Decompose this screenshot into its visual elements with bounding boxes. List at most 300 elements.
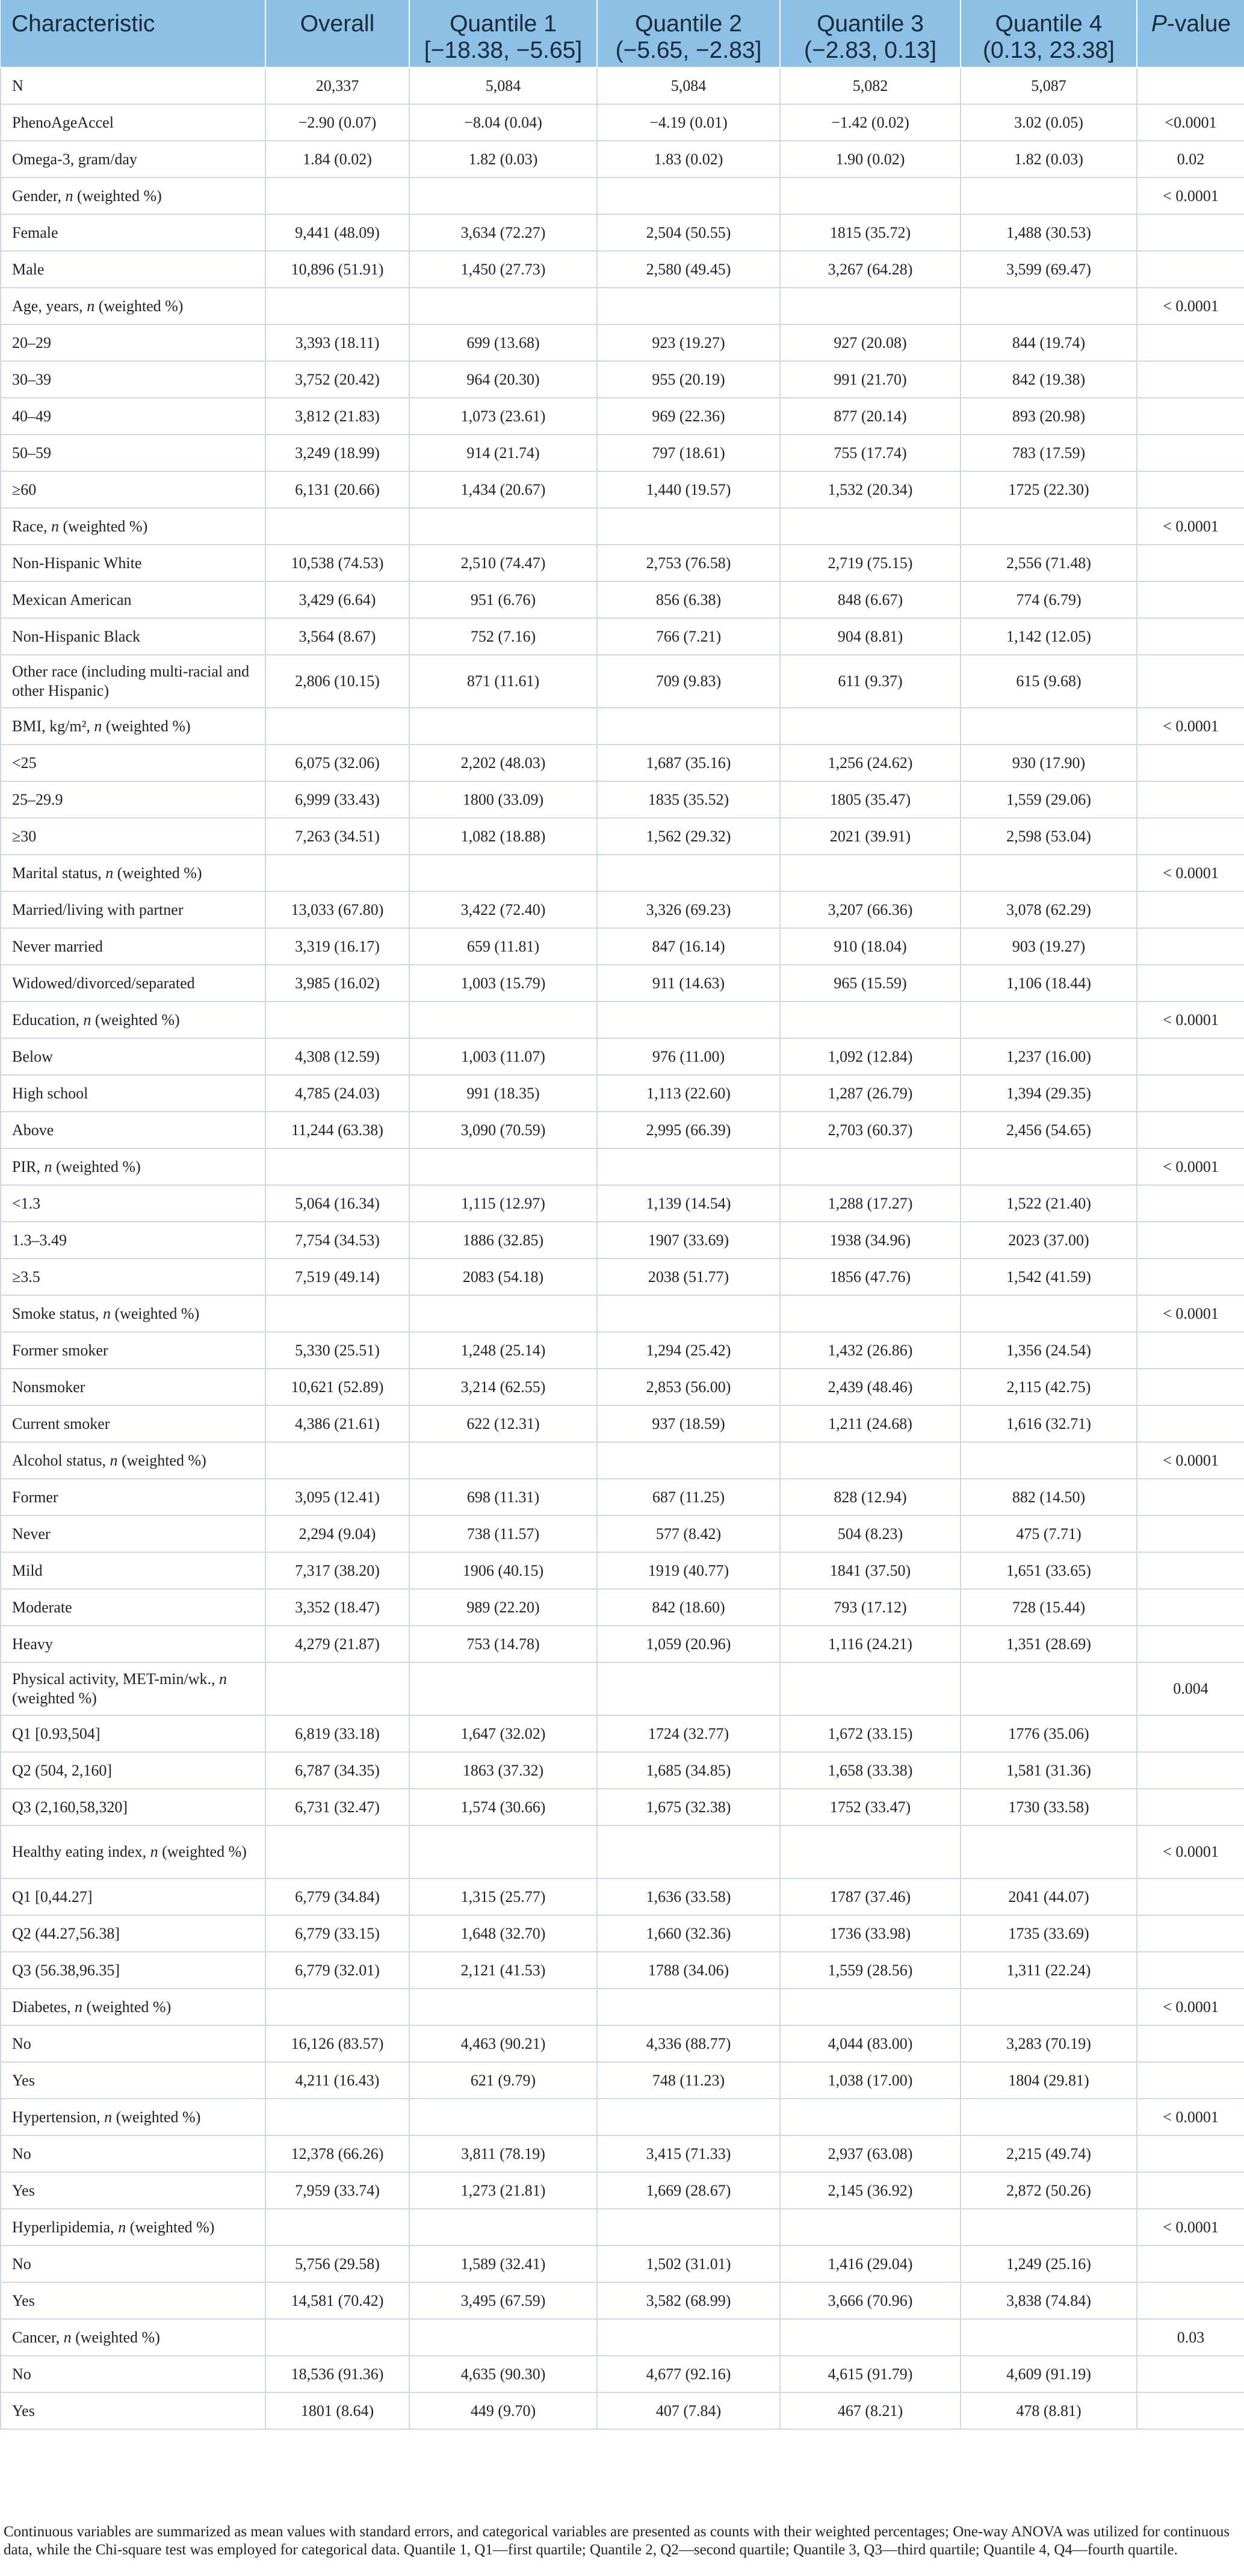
cell-quantile-3: −1.42 (0.02) [780,104,961,141]
table-row [1,251,1244,288]
cell-group-label [1,1825,265,1878]
table-row [1,745,1244,781]
cell-quantile-1: 2,121 (41.53) [409,1952,597,1989]
group-header-row [1,855,1244,891]
cell-empty [597,1002,780,1038]
cell-empty [409,1442,597,1479]
cell-characteristic: No [1,2246,265,2282]
group-label-n: n [104,2108,113,2126]
cell-quantile-2: 766 (7.21) [597,618,780,655]
cell-empty [961,1825,1137,1878]
table-row [1,1516,1244,1552]
cell-empty [265,288,409,324]
cell-quantile-3: 1.90 (0.02) [780,141,961,178]
cell-p-value [1137,1075,1244,1112]
cell-quantile-1: 621 (9.79) [409,2062,597,2099]
group-label-n: n [110,1451,118,1469]
table-row [1,818,1244,855]
table-row [1,655,1244,708]
cell-characteristic: Never married [1,928,265,965]
cell-quantile-1: 964 (20.30) [409,361,597,398]
cell-characteristic: <1.3 [1,1185,265,1222]
group-label-n: n [83,1011,91,1029]
cell-overall: 3,352 (18.47) [265,1589,409,1626]
cell-characteristic: Q3 (2,160,58,320] [1,1789,265,1825]
cell-quantile-2: 748 (11.23) [597,2062,780,2099]
cell-quantile-3: 1,658 (33.38) [780,1752,961,1789]
cell-quantile-2: 709 (9.83) [597,655,780,708]
cell-characteristic: Heavy [1,1626,265,1662]
cell-characteristic: ≥30 [1,818,265,855]
cell-p-value [1137,1752,1244,1789]
cell-quantile-1: 1,574 (30.66) [409,1789,597,1825]
cell-overall: −2.90 (0.07) [265,104,409,141]
cell-empty [780,1442,961,1479]
cell-empty [265,1148,409,1185]
group-header-row [1,1148,1244,1185]
cell-p-value [1137,1222,1244,1259]
cell-quantile-2: 2038 (51.77) [597,1259,780,1295]
cell-empty [597,1442,780,1479]
group-header-row [1,178,1244,214]
cell-p-value: 0.02 [1137,141,1244,178]
cell-p-value [1137,2392,1244,2429]
cell-quantile-4: 3.02 (0.05) [961,104,1137,141]
cell-p-value: < 0.0001 [1137,1825,1244,1878]
cell-group-label [1,1662,265,1715]
cell-empty [265,1442,409,1479]
cell-quantile-4: 1,351 (28.69) [961,1626,1137,1662]
cell-p-value [1137,2282,1244,2319]
cell-quantile-4: 2,598 (53.04) [961,818,1137,855]
group-header-row [1,1442,1244,1479]
cell-p-value: < 0.0001 [1137,288,1244,324]
cell-overall: 14,581 (70.42) [265,2282,409,2319]
cell-quantile-4: 1,522 (21.40) [961,1185,1137,1222]
table-row [1,1915,1244,1952]
cell-p-value [1137,214,1244,251]
cell-p-value [1137,1479,1244,1516]
group-label-n: n [118,2218,126,2236]
cell-p-value [1137,1952,1244,1989]
cell-quantile-1: 1,315 (25.77) [409,1878,597,1915]
group-label-text: Gender, [12,187,66,205]
cell-quantile-4: 2023 (37.00) [961,1222,1137,1259]
cell-characteristic: Yes [1,2282,265,2319]
cell-quantile-4: 1,394 (29.35) [961,1075,1137,1112]
cell-p-value [1137,1715,1244,1752]
cell-quantile-3: 1787 (37.46) [780,1878,961,1915]
cell-group-label [1,1295,265,1332]
group-label-n: n [65,187,73,205]
header-quantile-2: Quantile 2 (−5.65, −2.83] [597,0,780,67]
cell-quantile-3: 1,432 (26.86) [780,1332,961,1369]
cell-characteristic: PhenoAgeAccel [1,104,265,141]
cell-quantile-2: 1,669 (28.67) [597,2172,780,2209]
cell-characteristic: Non-Hispanic Black [1,618,265,655]
cell-overall: 6,779 (34.84) [265,1878,409,1915]
cell-overall: 1801 (8.64) [265,2392,409,2429]
cell-quantile-3: 1841 (37.50) [780,1552,961,1589]
cell-characteristic: Male [1,251,265,288]
table-row [1,1038,1244,1075]
header-characteristic: Characteristic [1,0,265,67]
cell-overall: 1.84 (0.02) [265,141,409,178]
cell-overall: 6,731 (32.47) [265,1789,409,1825]
cell-p-value [1137,1369,1244,1405]
group-header-row [1,1002,1244,1038]
cell-quantile-2: 1.83 (0.02) [597,141,780,178]
cell-empty [409,2209,597,2246]
cell-overall: 7,519 (49.14) [265,1259,409,1295]
cell-p-value: < 0.0001 [1137,855,1244,891]
cell-overall: 7,959 (33.74) [265,2172,409,2209]
header-row [1,0,1244,67]
cell-quantile-2: 1835 (35.52) [597,781,780,818]
cell-quantile-3: 504 (8.23) [780,1516,961,1552]
group-label-n: n [105,864,114,882]
cell-group-label [1,2099,265,2135]
cell-characteristic: Q2 (504, 2,160] [1,1752,265,1789]
group-header-row [1,2319,1244,2356]
cell-p-value: < 0.0001 [1137,1148,1244,1185]
cell-empty [597,178,780,214]
cell-quantile-2: 1907 (33.69) [597,1222,780,1259]
group-label-text: Race, [12,517,51,535]
cell-p-value: < 0.0001 [1137,508,1244,545]
table-row [1,1112,1244,1148]
group-label-text: Alcohol status, [12,1451,110,1469]
cell-characteristic: Yes [1,2392,265,2429]
cell-quantile-2: 1,660 (32.36) [597,1915,780,1952]
cell-p-value [1137,2135,1244,2172]
cell-quantile-1: 3,811 (78.19) [409,2135,597,2172]
table-row [1,1752,1244,1789]
table-body [1,67,1244,2429]
cell-characteristic: Mild [1,1552,265,1589]
cell-quantile-3: 1,211 (24.68) [780,1405,961,1442]
cell-overall: 6,999 (33.43) [265,781,409,818]
cell-quantile-4: 1804 (29.81) [961,2062,1137,2099]
cell-characteristic: Non-Hispanic White [1,545,265,581]
group-label-text: Age, years, [12,297,87,315]
cell-quantile-2: 937 (18.59) [597,1405,780,1442]
cell-group-label [1,178,265,214]
cell-quantile-2: 923 (19.27) [597,324,780,361]
cell-quantile-1: 1906 (40.15) [409,1552,597,1589]
group-label-n: n [44,1157,52,1175]
group-label-suffix: (weighted %) [58,517,148,535]
cell-quantile-4: 1,559 (29.06) [961,781,1137,818]
cell-quantile-4: 1776 (35.06) [961,1715,1137,1752]
cell-quantile-3: 965 (15.59) [780,965,961,1002]
cell-p-value: < 0.0001 [1137,2209,1244,2246]
table-row [1,361,1244,398]
cell-overall: 4,785 (24.03) [265,1075,409,1112]
cell-quantile-2: 1,113 (22.60) [597,1075,780,1112]
table-row [1,435,1244,471]
cell-empty [780,508,961,545]
cell-p-value: 0.03 [1137,2319,1244,2356]
cell-characteristic: 20–29 [1,324,265,361]
cell-quantile-1: 3,214 (62.55) [409,1369,597,1405]
group-header-row [1,1989,1244,2025]
table-row [1,1369,1244,1405]
cell-characteristic: 25–29.9 [1,781,265,818]
cell-quantile-4: 1725 (22.30) [961,471,1137,508]
cell-quantile-4: 1,106 (18.44) [961,965,1137,1002]
cell-quantile-4: 1,249 (25.16) [961,2246,1137,2282]
cell-empty [265,178,409,214]
cell-overall: 12,378 (66.26) [265,2135,409,2172]
cell-quantile-1: 1,115 (12.97) [409,1185,597,1222]
cell-quantile-3: 4,615 (91.79) [780,2356,961,2392]
cell-quantile-1: 1800 (33.09) [409,781,597,818]
cell-empty [265,2319,409,2356]
cell-p-value: < 0.0001 [1137,2099,1244,2135]
table-row [1,1626,1244,1662]
cell-quantile-3: 1815 (35.72) [780,214,961,251]
cell-p-value [1137,1112,1244,1148]
table-footnote: Continuous variables are summarized as mean values with standard errors, and categorical variables are presented as counts with their weighted percentages; One-way ANOVA was utilized for continuous data, while the Chi-square test was employed for categorical data. Quantile 1, Q1—first quartile; Quantile 2, Q2—second quartile; Quantile 3, Q3—third quartile; Quantile 4, Q4—fourth quartile. [4,2524,1230,2558]
cell-quantile-1: 1,648 (32.70) [409,1915,597,1952]
cell-p-value [1137,745,1244,781]
cell-quantile-3: 2,937 (63.08) [780,2135,961,2172]
group-label-n: n [150,1843,158,1860]
cell-quantile-2: 1,294 (25.42) [597,1332,780,1369]
cell-overall: 6,787 (34.35) [265,1752,409,1789]
cell-quantile-1: 622 (12.31) [409,1405,597,1442]
cell-quantile-3: 2021 (39.91) [780,818,961,855]
cell-characteristic: Female [1,214,265,251]
cell-overall: 6,075 (32.06) [265,745,409,781]
cell-overall: 3,564 (8.67) [265,618,409,655]
cell-group-label [1,708,265,745]
table-row [1,1259,1244,1295]
cell-empty [597,708,780,745]
cell-quantile-3: 910 (18.04) [780,928,961,965]
cell-overall: 3,095 (12.41) [265,1479,409,1516]
cell-quantile-2: 3,415 (71.33) [597,2135,780,2172]
cell-quantile-4: 728 (15.44) [961,1589,1137,1626]
cell-p-value [1137,2246,1244,2282]
cell-empty [265,708,409,745]
cell-group-label [1,1989,265,2025]
cell-p-value [1137,1405,1244,1442]
cell-characteristic: Former [1,1479,265,1516]
cell-quantile-2: 5,084 [597,67,780,104]
cell-quantile-1: 1,082 (18.88) [409,818,597,855]
cell-quantile-4: 1,651 (33.65) [961,1552,1137,1589]
cell-quantile-1: 2,510 (74.47) [409,545,597,581]
cell-empty [780,1989,961,2025]
cell-empty [961,1002,1137,1038]
group-header-row [1,1825,1244,1878]
cell-quantile-1: 1,248 (25.14) [409,1332,597,1369]
cell-quantile-3: 1,559 (28.56) [780,1952,961,1989]
cell-quantile-1: 1,434 (20.67) [409,471,597,508]
cell-quantile-4: 893 (20.98) [961,398,1137,435]
cell-p-value [1137,545,1244,581]
cell-quantile-2: 2,995 (66.39) [597,1112,780,1148]
cell-overall: 4,386 (21.61) [265,1405,409,1442]
cell-quantile-1: 3,422 (72.40) [409,891,597,928]
cell-quantile-4: 2,556 (71.48) [961,545,1137,581]
cell-quantile-4: 1735 (33.69) [961,1915,1137,1952]
cell-quantile-2: −4.19 (0.01) [597,104,780,141]
cell-group-label [1,2209,265,2246]
cell-quantile-4: 844 (19.74) [961,324,1137,361]
cell-quantile-3: 4,044 (83.00) [780,2025,961,2062]
cell-group-label [1,288,265,324]
group-label-text: Hyperlipidemia, [12,2218,119,2236]
cell-empty [780,2209,961,2246]
cell-overall: 10,896 (51.91) [265,251,409,288]
cell-p-value [1137,398,1244,435]
cell-quantile-1: 738 (11.57) [409,1516,597,1552]
cell-p-value: < 0.0001 [1137,1989,1244,2025]
cell-quantile-4: 3,599 (69.47) [961,251,1137,288]
table-row [1,2135,1244,2172]
table-row [1,324,1244,361]
group-header-row [1,2099,1244,2135]
table-row [1,1789,1244,1825]
table-row [1,2392,1244,2429]
table-row [1,1552,1244,1589]
cell-quantile-1: 951 (6.76) [409,581,597,618]
cell-empty [780,2099,961,2135]
cell-quantile-1: 659 (11.81) [409,928,597,965]
cell-quantile-3: 1,287 (26.79) [780,1075,961,1112]
cell-empty [409,1989,597,2025]
cell-group-label [1,1148,265,1185]
cell-empty [409,178,597,214]
cell-overall: 4,279 (21.87) [265,1626,409,1662]
cell-quantile-4: 1,142 (12.05) [961,618,1137,655]
cell-p-value [1137,1915,1244,1952]
cell-empty [961,855,1137,891]
cell-quantile-2: 1788 (34.06) [597,1952,780,1989]
cell-quantile-4: 2,215 (49.74) [961,2135,1137,2172]
cell-overall: 5,330 (25.51) [265,1332,409,1369]
cell-quantile-2: 1,636 (33.58) [597,1878,780,1915]
cell-p-value [1137,1789,1244,1825]
cell-quantile-1: 3,090 (70.59) [409,1112,597,1148]
header-quantile-3: Quantile 3 (−2.83, 0.13] [780,0,961,67]
cell-characteristic: 50–59 [1,435,265,471]
cell-p-value [1137,67,1244,104]
cell-empty [780,178,961,214]
cell-quantile-3: 991 (21.70) [780,361,961,398]
cell-characteristic: Q3 (56.38,96.35] [1,1952,265,1989]
cell-quantile-1: −8.04 (0.04) [409,104,597,141]
cell-characteristic: Mexican American [1,581,265,618]
cell-quantile-2: 3,582 (68.99) [597,2282,780,2319]
cell-p-value [1137,2172,1244,2209]
cell-quantile-1: 4,463 (90.21) [409,2025,597,2062]
cell-p-value [1137,251,1244,288]
group-label-text: Diabetes, [12,1998,75,2016]
cell-quantile-1: 4,635 (90.30) [409,2356,597,2392]
cell-quantile-1: 5,084 [409,67,597,104]
cell-empty [780,855,961,891]
table-row [1,2172,1244,2209]
cell-p-value [1137,1259,1244,1295]
cell-characteristic: Nonsmoker [1,1369,265,1405]
cell-quantile-4: 2,115 (42.75) [961,1369,1137,1405]
cell-quantile-3: 904 (8.81) [780,618,961,655]
cell-empty [409,1002,597,1038]
cell-quantile-2: 407 (7.84) [597,2392,780,2429]
cell-quantile-1: 1886 (32.85) [409,1222,597,1259]
cell-overall: 7,317 (38.20) [265,1552,409,1589]
cell-empty [961,2099,1137,2135]
cell-overall: 3,985 (16.02) [265,965,409,1002]
cell-empty [409,2319,597,2356]
cell-characteristic: Yes [1,2062,265,2099]
cell-quantile-3: 793 (17.12) [780,1589,961,1626]
cell-quantile-3: 467 (8.21) [780,2392,961,2429]
table-row [1,2062,1244,2099]
cell-empty [597,1148,780,1185]
cell-p-value [1137,1878,1244,1915]
cell-empty [780,1825,961,1878]
cell-quantile-1: 2083 (54.18) [409,1259,597,1295]
group-label-suffix: (weighted %) [110,1304,200,1322]
cell-quantile-2: 2,853 (56.00) [597,1369,780,1405]
cell-characteristic: Q1 [0,44.27] [1,1878,265,1915]
cell-quantile-2: 797 (18.61) [597,435,780,471]
cell-empty [409,708,597,745]
table-row [1,2356,1244,2392]
cell-quantile-2: 1,685 (34.85) [597,1752,780,1789]
table-row [1,1952,1244,1989]
cell-p-value [1137,818,1244,855]
cell-empty [780,1295,961,1332]
header-p-value: P-value [1137,0,1244,67]
cell-quantile-2: 1919 (40.77) [597,1552,780,1589]
cell-quantile-4: 842 (19.38) [961,361,1137,398]
cell-quantile-3: 3,267 (64.28) [780,251,961,288]
cell-overall: 11,244 (63.38) [265,1112,409,1148]
cell-quantile-1: 752 (7.16) [409,618,597,655]
cell-quantile-4: 1.82 (0.03) [961,141,1137,178]
table-row [1,1332,1244,1369]
cell-overall: 18,536 (91.36) [265,2356,409,2392]
cell-overall: 4,211 (16.43) [265,2062,409,2099]
cell-empty [409,2099,597,2135]
cell-quantile-2: 856 (6.38) [597,581,780,618]
group-label-suffix: (weighted %) [52,1157,141,1175]
cell-quantile-3: 1856 (47.76) [780,1259,961,1295]
cell-group-label [1,2319,265,2356]
group-header-row [1,288,1244,324]
cell-overall: 3,249 (18.99) [265,435,409,471]
cell-p-value [1137,471,1244,508]
cell-empty [597,2209,780,2246]
cell-quantile-2: 1,562 (29.32) [597,818,780,855]
table-row [1,928,1244,965]
group-label-text: BMI, kg/m², [12,717,94,735]
cell-quantile-4: 3,283 (70.19) [961,2025,1137,2062]
group-header-row [1,2209,1244,2246]
cell-p-value [1137,1185,1244,1222]
group-label-suffix: (weighted %) [112,2108,201,2126]
cell-quantile-2: 842 (18.60) [597,1589,780,1626]
cell-empty [780,708,961,745]
group-label-n: n [219,1670,227,1688]
cell-quantile-1: 753 (14.78) [409,1626,597,1662]
